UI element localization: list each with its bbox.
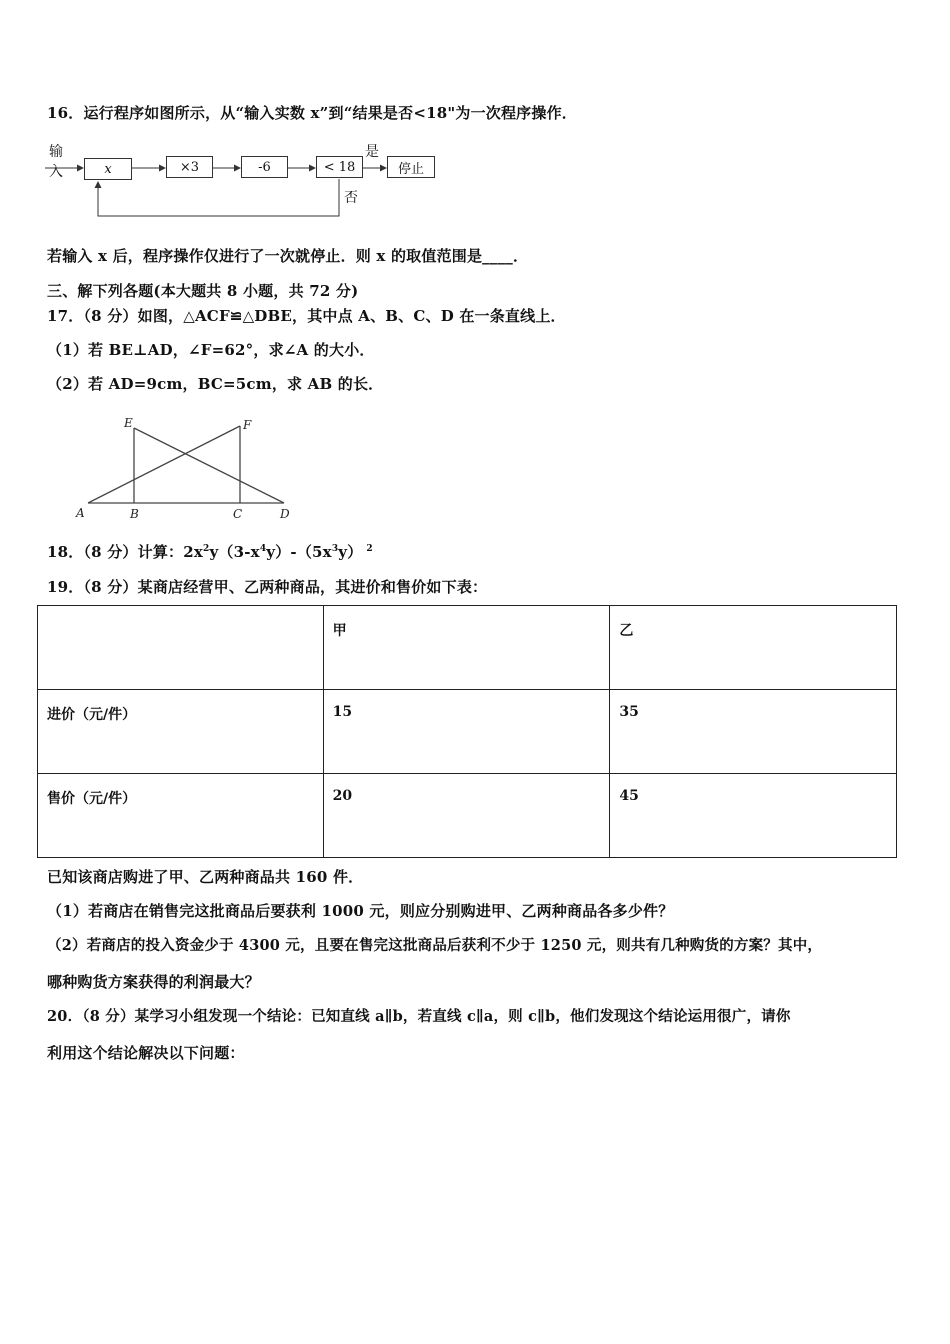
q18-part2: y（3-x <box>209 543 260 561</box>
flow-box-minus6-text: -6 <box>258 159 271 175</box>
q20-line1: 20．（8 分）某学习小组发现一个结论：已知直线 a∥b，若直线 c∥a，则 c∥b，他们发现这个结论运用很广，请你 <box>47 1008 791 1025</box>
table-cell: 15 <box>323 690 610 774</box>
q19-part2-line2: 哪种购货方案获得的利润最大？ <box>47 973 260 991</box>
table-cell: 进价（元/件） <box>38 690 324 774</box>
q18-expression <box>47 541 373 562</box>
q19-known: 已知该商店购进了甲、乙两种商品共 160 件． <box>47 868 364 886</box>
q19-title: 19．（8 分）某商店经营甲、乙两种商品，其进价和售价如下表： <box>47 578 488 596</box>
table-cell: 甲 <box>323 606 610 690</box>
q18-part3: y）-（5x <box>266 543 332 561</box>
label-f: F <box>243 418 252 432</box>
q18-part4: y） <box>338 543 363 561</box>
table-cell: 35 <box>610 690 897 774</box>
q17-part2: （2）若 AD=9cm，BC=5cm，求 AB 的长． <box>47 375 384 393</box>
flowchart-arrows <box>0 0 450 230</box>
q17-triangle-figure <box>70 410 310 525</box>
q17-part1: （1）若 BE⊥AD，∠F=62°，求∠A 的大小． <box>47 341 375 359</box>
table-cell: 售价（元/件） <box>38 774 324 858</box>
label-a: A <box>76 506 85 520</box>
table-row <box>38 774 897 858</box>
flow-box-lt18-text: < 18 <box>323 159 356 175</box>
label-d: D <box>280 507 290 521</box>
table-header-row <box>38 606 897 690</box>
price-table <box>37 605 897 858</box>
flow-yes-label: 是 <box>365 144 379 160</box>
label-e: E <box>124 416 133 430</box>
arrow-loop-back <box>98 179 339 216</box>
table-cell: 乙 <box>610 606 897 690</box>
q18-exp1: 2 <box>203 544 210 554</box>
q18-exp4: 2 <box>366 544 373 554</box>
flow-box-times3-text: ×3 <box>179 159 200 175</box>
table-cell: 45 <box>610 774 897 858</box>
flow-input-label: 输入 <box>49 144 63 180</box>
segment-ed <box>134 428 284 503</box>
label-c: C <box>233 507 243 521</box>
segment-af <box>88 426 240 503</box>
flow-box-stop-text: 停止 <box>397 161 424 177</box>
flow-no-label: 否 <box>344 190 358 206</box>
q20-line2: 利用这个结论解决以下问题： <box>47 1044 245 1062</box>
table-row <box>38 690 897 774</box>
q18-exp2: 4 <box>259 544 267 554</box>
q17-title: 17．（8 分）如图，△ACF≌△DBE，其中点 A、B、C、D 在一条直线上． <box>47 307 566 325</box>
q19-part1: （1）若商店在销售完这批商品后要获利 1000 元，则应分别购进甲、乙两种商品各多少件？ <box>47 902 674 920</box>
flow-box-x-text: x <box>104 161 112 177</box>
q16-title: 16．运行程序如图所示，从“输入实数 x”到“结果是否<18"为一次程序操作． <box>47 104 577 122</box>
q19-part2-line1: （2）若商店的投入资金少于 4300 元，且要在售完这批商品后获利不少于 1250 元，则共有几种购货的方案？其中， <box>47 937 823 954</box>
label-b: B <box>130 507 139 521</box>
q18-exp3: 3 <box>331 544 339 554</box>
q16-question: 若输入 x 后，程序操作仅进行了一次就停止．则 x 的取值范围是____． <box>47 247 529 265</box>
table-cell <box>38 606 324 690</box>
section3-title: 三、解下列各题(本大题共 8 小题，共 72 分) <box>47 282 359 300</box>
table-cell: 20 <box>323 774 610 858</box>
q18-part1: 18．（8 分）计算：2x <box>47 543 204 561</box>
